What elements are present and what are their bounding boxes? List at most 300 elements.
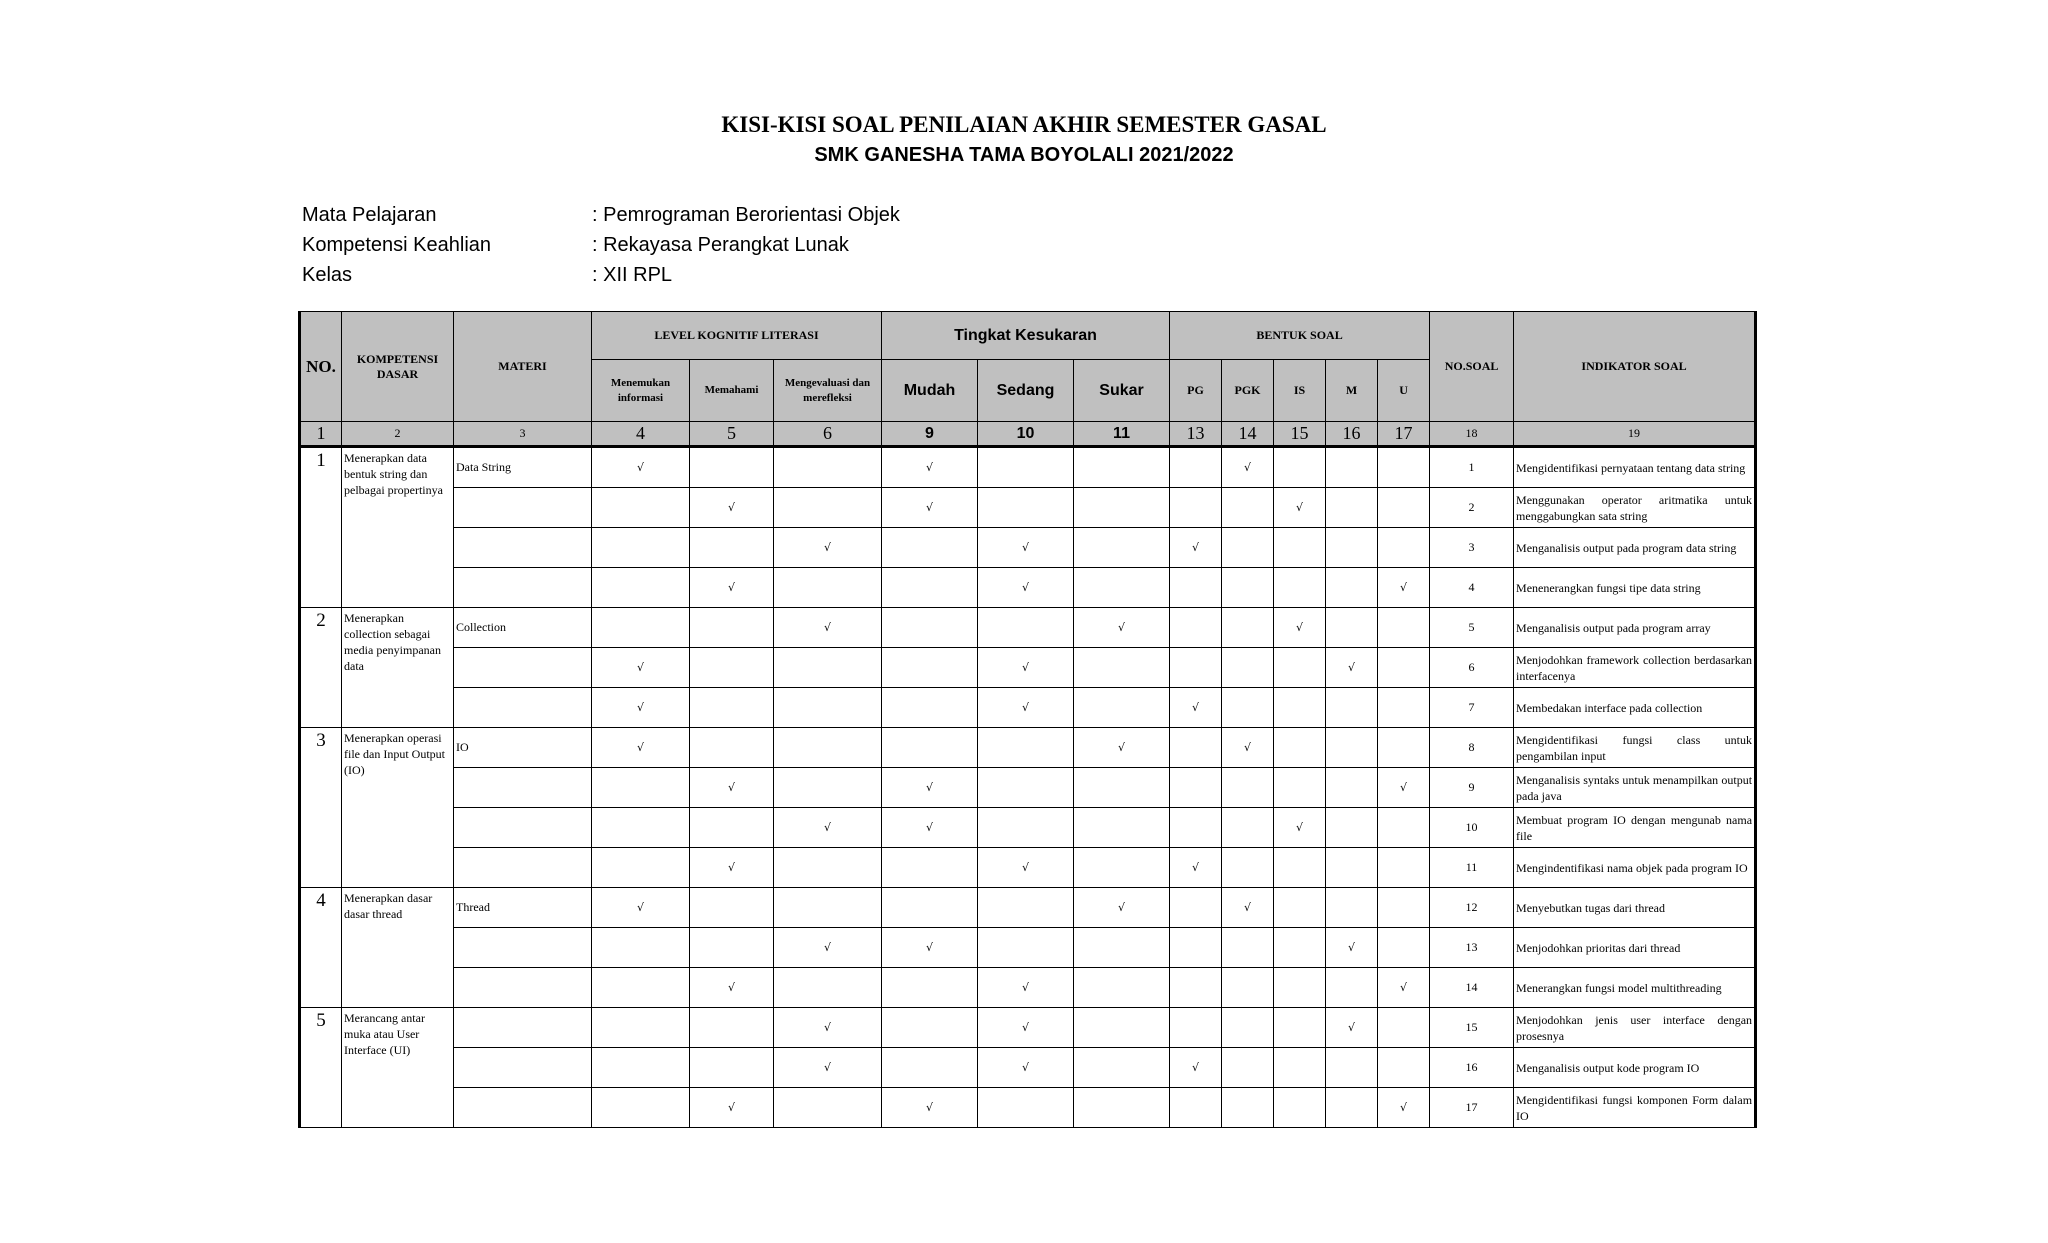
check-mark: √: [1348, 661, 1356, 674]
bentuk-cell: [1222, 888, 1274, 928]
subject-info: [302, 200, 900, 290]
tingkat-cell: [1074, 888, 1170, 928]
check-mark: √: [1348, 1021, 1356, 1034]
level-cell: [774, 768, 882, 808]
check-mark: √: [1021, 701, 1029, 714]
question-indicator: Mengindentifikasi nama objek pada program IO: [1514, 848, 1756, 888]
bentuk-cell: [1274, 768, 1326, 808]
question-number: 9: [1430, 768, 1514, 808]
tingkat-cell: [1074, 768, 1170, 808]
check-mark: √: [1021, 1021, 1029, 1034]
bentuk-cell: [1274, 648, 1326, 688]
tingkat-cell: [978, 488, 1074, 528]
materi-cell: [454, 768, 592, 808]
document-subtitle: SMK GANESHA TAMA BOYOLALI 2021/2022: [814, 144, 1234, 166]
level-cell: [690, 928, 774, 968]
table-row: [300, 968, 1756, 1008]
bentuk-cell: [1378, 447, 1430, 488]
bentuk-cell: [1326, 968, 1378, 1008]
subheader-tingkat: Sedang: [978, 360, 1074, 422]
column-number: 13: [1170, 422, 1222, 447]
question-number: 13: [1430, 928, 1514, 968]
check-mark: √: [823, 1021, 831, 1034]
level-cell: [774, 568, 882, 608]
level-cell: [774, 648, 882, 688]
bentuk-cell: [1378, 728, 1430, 768]
tingkat-cell: [1074, 1048, 1170, 1088]
level-cell: [774, 447, 882, 488]
tingkat-cell: [882, 1048, 978, 1088]
check-mark: √: [1021, 1061, 1029, 1074]
level-cell: [592, 928, 690, 968]
question-indicator: Mengidentifikasi fungsi komponen Form dalam IO: [1514, 1088, 1756, 1128]
level-cell: [592, 447, 690, 488]
check-mark: √: [823, 621, 831, 634]
check-mark: √: [727, 861, 735, 874]
header-tingkat-kesukaran: Tingkat Kesukaran: [882, 312, 1170, 360]
bentuk-cell: [1378, 608, 1430, 648]
bentuk-cell: [1170, 848, 1222, 888]
bentuk-cell: [1378, 1008, 1430, 1048]
subheader-tingkat: Sukar: [1074, 360, 1170, 422]
check-mark: √: [1118, 621, 1126, 634]
competency-description: Menerapkan collection sebagai media penyimpanan data: [342, 608, 454, 728]
table-row: [300, 528, 1756, 568]
tingkat-cell: [882, 768, 978, 808]
tingkat-cell: [1074, 808, 1170, 848]
question-number: 7: [1430, 688, 1514, 728]
level-cell: [592, 888, 690, 928]
check-mark: √: [1348, 941, 1356, 954]
table-row: [300, 848, 1756, 888]
column-number: 3: [454, 422, 592, 447]
question-number: 4: [1430, 568, 1514, 608]
header-indikator-soal: INDIKATOR SOAL: [1514, 312, 1756, 422]
tingkat-cell: [882, 447, 978, 488]
materi-cell: Thread: [454, 888, 592, 928]
bentuk-cell: [1222, 768, 1274, 808]
question-number: 5: [1430, 608, 1514, 648]
tingkat-cell: [978, 528, 1074, 568]
header-materi: MATERI: [454, 312, 592, 422]
materi-cell: Collection: [454, 608, 592, 648]
question-indicator: Menganalisis syntaks untuk menampilkan output pada java: [1514, 768, 1756, 808]
bentuk-cell: [1222, 848, 1274, 888]
check-mark: √: [823, 941, 831, 954]
table-row: [300, 1008, 1756, 1048]
level-cell: [592, 648, 690, 688]
table-row: [300, 568, 1756, 608]
column-number: 14: [1222, 422, 1274, 447]
check-mark: √: [727, 1101, 735, 1114]
tingkat-cell: [882, 488, 978, 528]
bentuk-cell: [1170, 688, 1222, 728]
check-mark: √: [1192, 1061, 1200, 1074]
level-cell: [592, 1048, 690, 1088]
question-number: 11: [1430, 848, 1514, 888]
tingkat-cell: [1074, 1088, 1170, 1128]
tingkat-cell: [1074, 728, 1170, 768]
bentuk-cell: [1170, 1088, 1222, 1128]
column-number: 15: [1274, 422, 1326, 447]
column-number: 11: [1074, 422, 1170, 447]
level-cell: [774, 1088, 882, 1128]
tingkat-cell: [1074, 648, 1170, 688]
bentuk-cell: [1326, 888, 1378, 928]
level-cell: [690, 608, 774, 648]
check-mark: √: [925, 501, 933, 514]
level-cell: [690, 728, 774, 768]
level-cell: [592, 568, 690, 608]
bentuk-cell: [1326, 688, 1378, 728]
level-cell: [774, 728, 882, 768]
level-cell: [592, 768, 690, 808]
table-row: [300, 1088, 1756, 1128]
bentuk-cell: [1326, 488, 1378, 528]
check-mark: √: [727, 981, 735, 994]
table-row: [300, 648, 1756, 688]
question-number: 17: [1430, 1088, 1514, 1128]
bentuk-cell: [1170, 608, 1222, 648]
check-mark: √: [1296, 501, 1304, 514]
bentuk-cell: [1274, 688, 1326, 728]
table-row: [300, 488, 1756, 528]
subheader-bentuk: U: [1378, 360, 1430, 422]
materi-cell: [454, 1048, 592, 1088]
bentuk-cell: [1326, 447, 1378, 488]
info-label: Mata Pelajaran: [302, 204, 437, 226]
bentuk-cell: [1222, 808, 1274, 848]
bentuk-cell: [1274, 928, 1326, 968]
level-cell: [690, 1008, 774, 1048]
competency-description: Merancang antar muka atau User Interface (UI): [342, 1008, 454, 1128]
tingkat-cell: [978, 1008, 1074, 1048]
level-cell: [592, 808, 690, 848]
question-number: 2: [1430, 488, 1514, 528]
bentuk-cell: [1222, 1008, 1274, 1048]
tingkat-cell: [978, 928, 1074, 968]
info-label: Kelas: [302, 264, 353, 286]
header-bentuk-soal: BENTUK SOAL: [1170, 312, 1430, 360]
subheader-bentuk: PG: [1170, 360, 1222, 422]
tingkat-cell: [1074, 528, 1170, 568]
materi-cell: [454, 528, 592, 568]
bentuk-cell: [1326, 608, 1378, 648]
tingkat-cell: [978, 728, 1074, 768]
level-cell: [592, 528, 690, 568]
check-mark: √: [823, 821, 831, 834]
level-cell: [690, 1048, 774, 1088]
level-cell: [690, 888, 774, 928]
check-mark: √: [727, 781, 735, 794]
bentuk-cell: [1378, 768, 1430, 808]
level-cell: [592, 488, 690, 528]
question-number: 8: [1430, 728, 1514, 768]
question-number: 12: [1430, 888, 1514, 928]
check-mark: √: [925, 941, 933, 954]
bentuk-cell: [1274, 848, 1326, 888]
materi-cell: [454, 968, 592, 1008]
column-number: 17: [1378, 422, 1430, 447]
tingkat-cell: [978, 1048, 1074, 1088]
tingkat-cell: [882, 848, 978, 888]
tingkat-cell: [882, 1008, 978, 1048]
tingkat-cell: [882, 1088, 978, 1128]
level-cell: [690, 648, 774, 688]
competency-number: 5: [300, 1008, 342, 1128]
check-mark: √: [1296, 821, 1304, 834]
column-number: 18: [1430, 422, 1514, 447]
bentuk-cell: [1274, 1048, 1326, 1088]
bentuk-cell: [1326, 808, 1378, 848]
level-cell: [774, 848, 882, 888]
tingkat-cell: [978, 848, 1074, 888]
bentuk-cell: [1274, 608, 1326, 648]
check-mark: √: [1244, 461, 1252, 474]
bentuk-cell: [1222, 688, 1274, 728]
info-row-subject: [302, 200, 900, 230]
bentuk-cell: [1378, 648, 1430, 688]
materi-cell: [454, 808, 592, 848]
check-mark: √: [1296, 621, 1304, 634]
subheader-bentuk: M: [1326, 360, 1378, 422]
check-mark: √: [925, 821, 933, 834]
level-cell: [592, 608, 690, 648]
level-cell: [774, 488, 882, 528]
tingkat-cell: [978, 808, 1074, 848]
tingkat-cell: [1074, 447, 1170, 488]
header-no: NO.: [300, 312, 342, 422]
level-cell: [774, 1048, 882, 1088]
info-row-class: [302, 260, 900, 290]
tingkat-cell: [978, 608, 1074, 648]
level-cell: [774, 688, 882, 728]
subheader-level: Menemukan informasi: [592, 360, 690, 422]
bentuk-cell: [1170, 447, 1222, 488]
bentuk-cell: [1378, 968, 1430, 1008]
check-mark: √: [1244, 901, 1252, 914]
question-indicator: Membuat program IO dengan mengunab nama file: [1514, 808, 1756, 848]
tingkat-cell: [1074, 688, 1170, 728]
tingkat-cell: [882, 608, 978, 648]
subheader-tingkat: Mudah: [882, 360, 978, 422]
bentuk-cell: [1326, 648, 1378, 688]
bentuk-cell: [1274, 528, 1326, 568]
bentuk-cell: [1326, 928, 1378, 968]
check-mark: √: [636, 901, 644, 914]
check-mark: √: [823, 541, 831, 554]
bentuk-cell: [1378, 1088, 1430, 1128]
header-kompetensi-dasar: KOMPETENSI DASAR: [342, 312, 454, 422]
competency-number: 1: [300, 447, 342, 608]
materi-cell: [454, 648, 592, 688]
bentuk-cell: [1326, 728, 1378, 768]
table-row: [300, 928, 1756, 968]
check-mark: √: [636, 741, 644, 754]
bentuk-cell: [1170, 888, 1222, 928]
table-body: [300, 447, 1756, 1128]
bentuk-cell: [1170, 728, 1222, 768]
tingkat-cell: [978, 688, 1074, 728]
bentuk-cell: [1170, 808, 1222, 848]
check-mark: √: [823, 1061, 831, 1074]
table-row: [300, 1048, 1756, 1088]
materi-cell: [454, 928, 592, 968]
bentuk-cell: [1222, 968, 1274, 1008]
check-mark: √: [1021, 581, 1029, 594]
bentuk-cell: [1170, 928, 1222, 968]
tingkat-cell: [978, 447, 1074, 488]
bentuk-cell: [1378, 688, 1430, 728]
bentuk-cell: [1326, 1088, 1378, 1128]
level-cell: [690, 808, 774, 848]
bentuk-cell: [1170, 1008, 1222, 1048]
question-number: 10: [1430, 808, 1514, 848]
bentuk-cell: [1378, 568, 1430, 608]
bentuk-cell: [1170, 568, 1222, 608]
tingkat-cell: [978, 1088, 1074, 1128]
bentuk-cell: [1222, 488, 1274, 528]
level-cell: [774, 928, 882, 968]
bentuk-cell: [1222, 648, 1274, 688]
competency-number: 3: [300, 728, 342, 888]
check-mark: √: [1118, 901, 1126, 914]
column-number-row: [300, 422, 1756, 447]
check-mark: √: [925, 461, 933, 474]
level-cell: [592, 848, 690, 888]
check-mark: √: [636, 461, 644, 474]
level-cell: [690, 968, 774, 1008]
tingkat-cell: [882, 528, 978, 568]
subheader-bentuk: PGK: [1222, 360, 1274, 422]
bentuk-cell: [1222, 447, 1274, 488]
materi-cell: [454, 1008, 592, 1048]
check-mark: √: [1021, 861, 1029, 874]
info-value: : XII RPL: [592, 264, 673, 286]
question-indicator: Membedakan interface pada collection: [1514, 688, 1756, 728]
tingkat-cell: [882, 808, 978, 848]
tingkat-cell: [882, 728, 978, 768]
check-mark: √: [925, 1101, 933, 1114]
column-number: 1: [300, 422, 342, 447]
question-number: 14: [1430, 968, 1514, 1008]
level-cell: [774, 968, 882, 1008]
bentuk-cell: [1170, 528, 1222, 568]
level-cell: [592, 728, 690, 768]
question-indicator: Menerangkan fungsi model multithreading: [1514, 968, 1756, 1008]
bentuk-cell: [1378, 488, 1430, 528]
check-mark: √: [636, 701, 644, 714]
check-mark: √: [636, 661, 644, 674]
bentuk-cell: [1222, 608, 1274, 648]
level-cell: [690, 568, 774, 608]
bentuk-cell: [1274, 968, 1326, 1008]
tingkat-cell: [978, 648, 1074, 688]
bentuk-cell: [1326, 768, 1378, 808]
table-row: [300, 728, 1756, 768]
check-mark: √: [1400, 981, 1408, 994]
tingkat-cell: [1074, 488, 1170, 528]
question-indicator: Mengidentifikasi pernyataan tentang data string: [1514, 447, 1756, 488]
check-mark: √: [727, 581, 735, 594]
competency-description: Menerapkan operasi file dan Input Output (IO): [342, 728, 454, 888]
materi-cell: [454, 848, 592, 888]
bentuk-cell: [1378, 848, 1430, 888]
level-cell: [690, 1088, 774, 1128]
subheader-level: Memahami: [690, 360, 774, 422]
question-number: 6: [1430, 648, 1514, 688]
column-number: 9: [882, 422, 978, 447]
document-title: KISI-KISI SOAL PENILAIAN AKHIR SEMESTER GASAL: [721, 112, 1327, 137]
question-number: 15: [1430, 1008, 1514, 1048]
check-mark: √: [727, 501, 735, 514]
question-indicator: Menjodohkan prioritas dari thread: [1514, 928, 1756, 968]
column-number: 19: [1514, 422, 1756, 447]
question-indicator: Menjodohkan jenis user interface dengan prosesnya: [1514, 1008, 1756, 1048]
bentuk-cell: [1170, 648, 1222, 688]
question-indicator: Menganalisis output kode program IO: [1514, 1048, 1756, 1088]
table-row: [300, 888, 1756, 928]
bentuk-cell: [1274, 1088, 1326, 1128]
question-indicator: Menenerangkan fungsi tipe data string: [1514, 568, 1756, 608]
column-number: 10: [978, 422, 1074, 447]
tingkat-cell: [978, 968, 1074, 1008]
info-label: Kompetensi Keahlian: [302, 234, 492, 256]
check-mark: √: [1021, 981, 1029, 994]
bentuk-cell: [1326, 568, 1378, 608]
check-mark: √: [1021, 541, 1029, 554]
check-mark: √: [1400, 581, 1408, 594]
tingkat-cell: [882, 648, 978, 688]
bentuk-cell: [1274, 488, 1326, 528]
level-cell: [774, 528, 882, 568]
check-mark: √: [1400, 1101, 1408, 1114]
materi-cell: IO: [454, 728, 592, 768]
header-no-soal: NO.SOAL: [1430, 312, 1514, 422]
bentuk-cell: [1222, 1048, 1274, 1088]
table-row: [300, 768, 1756, 808]
check-mark: √: [1021, 661, 1029, 674]
bentuk-cell: [1274, 447, 1326, 488]
table-row: [300, 447, 1756, 488]
column-number: 2: [342, 422, 454, 447]
competency-number: 2: [300, 608, 342, 728]
bentuk-cell: [1326, 1008, 1378, 1048]
check-mark: √: [1400, 781, 1408, 794]
tingkat-cell: [1074, 848, 1170, 888]
question-indicator: Menggunakan operator aritmatika untuk menggabungkan sata string: [1514, 488, 1756, 528]
bentuk-cell: [1378, 928, 1430, 968]
level-cell: [774, 808, 882, 848]
bentuk-cell: [1274, 568, 1326, 608]
bentuk-cell: [1378, 1048, 1430, 1088]
materi-cell: [454, 688, 592, 728]
tingkat-cell: [978, 888, 1074, 928]
tingkat-cell: [882, 928, 978, 968]
column-number: 6: [774, 422, 882, 447]
level-cell: [592, 688, 690, 728]
bentuk-cell: [1222, 728, 1274, 768]
tingkat-cell: [1074, 1008, 1170, 1048]
materi-cell: [454, 568, 592, 608]
question-number: 3: [1430, 528, 1514, 568]
tingkat-cell: [882, 968, 978, 1008]
header-level-kognitif: LEVEL KOGNITIF LITERASI: [592, 312, 882, 360]
level-cell: [690, 848, 774, 888]
question-number: 1: [1430, 447, 1514, 488]
bentuk-cell: [1222, 928, 1274, 968]
check-mark: √: [1192, 541, 1200, 554]
